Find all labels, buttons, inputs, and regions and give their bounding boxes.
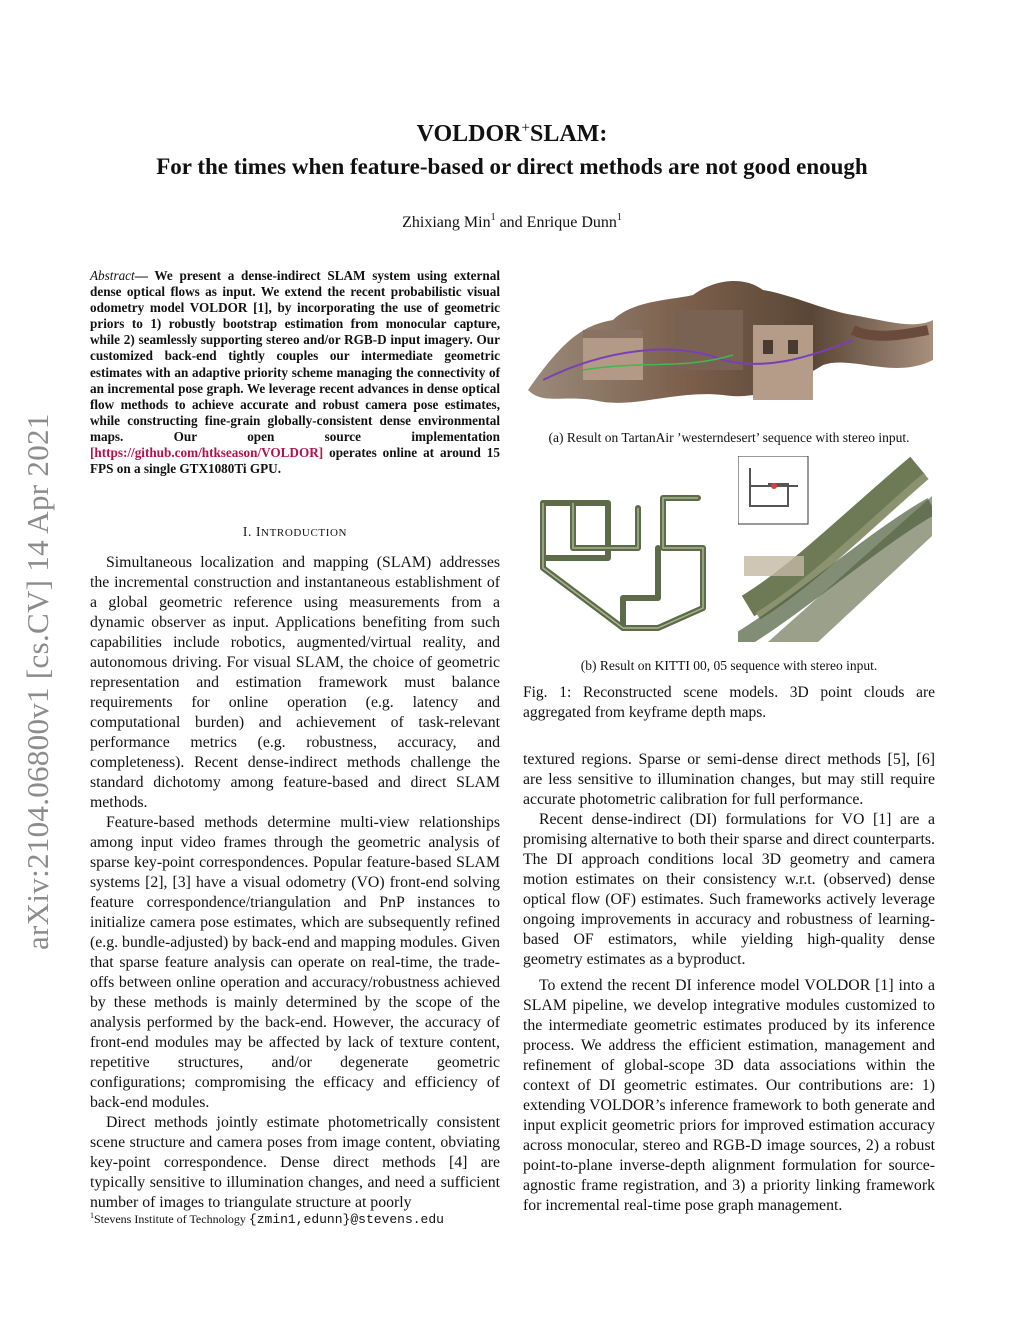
paragraph: Recent dense-indirect (DI) formulations for VO [1] are a promising alternative to both their sparse and direct counterparts. The DI approach conditions local 3D geometry and camera motion estimates on their consistency w.r.t. (observed) dense optical flow (OF) estimates. Such frameworks actively leverage ongoing improvements in accuracy and robustness of learning-based OF estimators, while yielding high-quality dense geometry estimates as a byproduct. — [523, 811, 935, 968]
paragraph: Direct methods jointly estimate photometrically consistent scene structure and camera poses from image content, obviating key-point correspondence. Dense direct methods [4] are typically sensitive to illumination changes, and need a sufficient number of images to triangulate structure at poorly — [90, 1114, 500, 1211]
paragraph: Feature-based methods determine multi-view relationships among input video frames through the geometric analysis of sparse key-point correspondences. Popular feature-based SLAM systems [2], [3] have a visual odometry (VO) front-end solving feature correspondence/triangulation and PnP instances to initialize camera pose estimates, which are subsequently refined (e.g. bundle-adjusted) by back-end and mapping modules. Given that sparse feature analysis can operate on real-time, the trade-offs between online operation and accuracy/robustness achieved by these methods is mainly determined by the scope of the analysis performed by the back-end. However, the accuracy of front-end modules may be affected by lack of texture content, repetitive structures, and/or degenerate geometric configurations; compromising the efficacy and efficiency of back-end modules. — [90, 814, 500, 1111]
right-column-text — [523, 750, 935, 1216]
footnote: $^1$Stevens Institute of Technology {zmin1,edunn}@stevens.edu — [90, 1211, 444, 1227]
figure-caption-a: (a) Result on TartanAir ’westerndesert’ sequence with stereo input. — [548, 430, 910, 445]
left-column-text — [90, 553, 500, 1213]
abstract: Abstract— We present a dense-indirect SLAM system using external dense optical flows as input. We extend the recent probabilistic visual odometry model VOLDOR [1], by incorporating the use of geometric priors to 1) robustly bootstrap estimation from monocular capture, while 2) seamlessly supporting stereo and/or RGB-D input imagery. Our customized back-end tightly couples our intermediate geometric estimates with an adaptive priority scheme managing the connectivity of an incremental pose graph. We leverage recent advances in dense optical flow methods to achieve accurate and robust camera pose estimates, while constructing fine-grain globally-consistent dense environmental maps. Our open source implementation [https://github.com/htkseason/VOLDOR] operates online at around 15 FPS on a single GTX1080Ti GPU. — [90, 268, 500, 477]
figure-caption-b: (b) Result on KITTI 00, 05 sequence with stereo input. — [580, 658, 878, 673]
paragraph: textured regions. Sparse or semi-dense direct methods [5], [6] are less sensitive to illumination changes, but may still require accurate photometric calibration for full performance. — [523, 751, 935, 808]
arxiv-stamp: arXiv:2104.06800v1 [cs.CV] 14 Apr 2021 — [20, 413, 55, 950]
paragraph: Simultaneous localization and mapping (SLAM) addresses the incremental construction and instantaneous establishment of a global geometric reference using measurements from a dynamic observer as input. Applications benefiting from such capabilities include robotics, augmented/virtual reality, and autonomous driving. For visual SLAM, the choice of geometric representation and estimation framework must balance requirements for online operation (e.g. latency and computational burden) and achievement of task-relevant performance metrics (e.g. robustness, accuracy, and completeness). Recent dense-indirect methods challenge the standard dichotomy among feature-based and direct SLAM methods. — [90, 554, 500, 811]
paragraph: To extend the recent DI inference model VOLDOR [1] into a SLAM pipeline, we develop integrative modules customized to the intermediate geometric estimates produced by its inference process. We address the efficient estimation, management and refinement of global-scope 3D data associations within the context of DI geometric estimates. Our contributions are: 1) extending VOLDOR’s inference framework to both generate and input explicit geometric priors for improved estimation accuracy across monocular, stereo and RGB-D image sources, 2) a robust point-to-plane inverse-depth alignment formulation for source-agnostic frame registration, and 3) a priority linking framework for incremental real-time pose graph management. — [523, 977, 935, 1214]
figure-caption: Fig. 1: Reconstructed scene models. 3D point clouds are aggregated from keyframe depth maps. — [523, 684, 935, 721]
figure-kitti-05-image — [738, 456, 932, 642]
figure-kitti-00-map — [528, 478, 733, 638]
figure-westerndesert-image — [523, 270, 935, 420]
github-link[interactable]: [https://github.com/htkseason/VOLDOR] — [90, 445, 324, 461]
section-heading-introduction: I. INTRODUCTION — [242, 524, 348, 539]
authors: Zhixiang Min$^1$ and Enrique Dunn$^1$ — [402, 212, 622, 231]
paper-subtitle: For the times when feature-based or direct methods are not good enough — [156, 154, 868, 179]
paper-title: VOLDOR+SLAM: — [416, 120, 608, 147]
